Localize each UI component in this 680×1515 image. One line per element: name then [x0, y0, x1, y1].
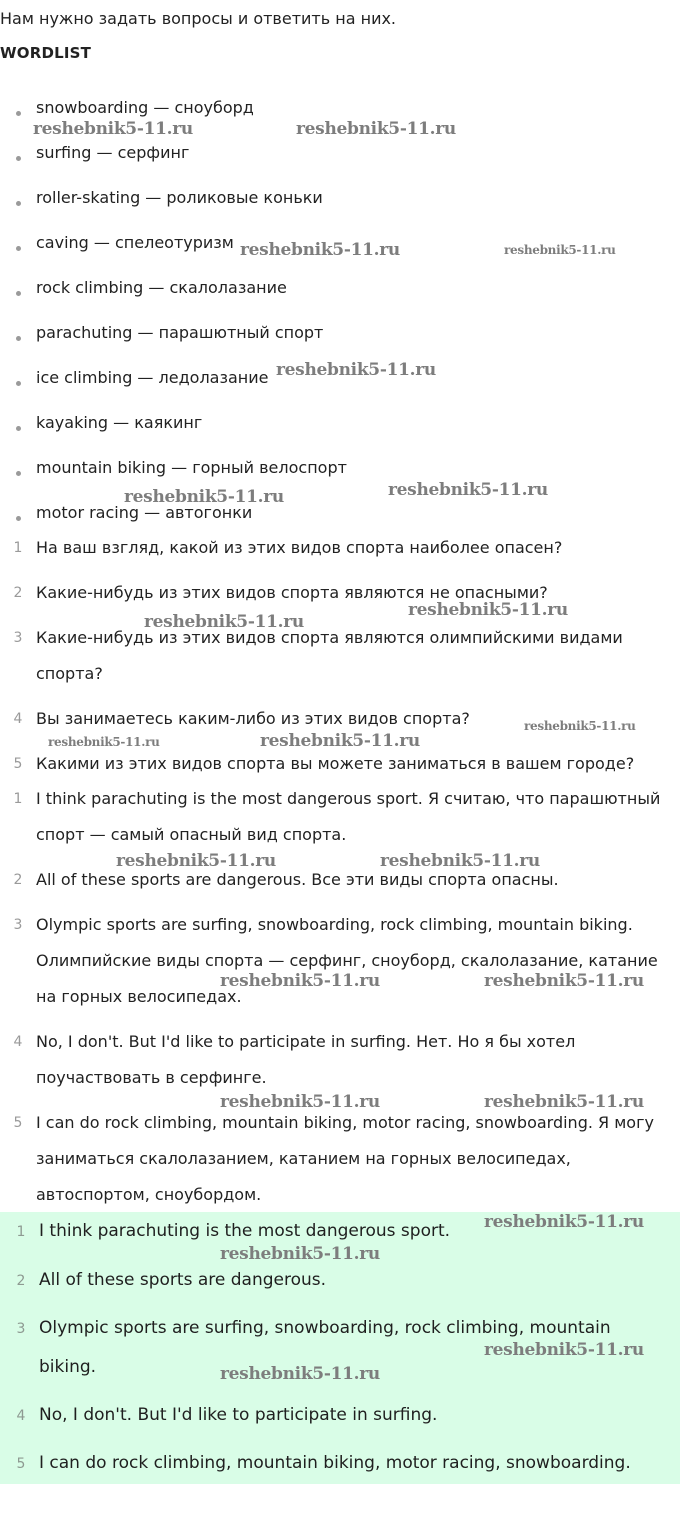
question-text: Какими из этих видов спорта вы можете заниматься в вашем городе?	[36, 754, 635, 773]
wordlist-item-text: ice climbing — ледолазание	[36, 368, 269, 387]
wordlist-item-text: motor racing — автогонки	[36, 503, 253, 522]
watermark: reshebnik5-11.ru	[484, 1212, 644, 1232]
answer-number: 5	[13, 1115, 23, 1131]
wordlist-item-text: parachuting — парашютный спорт	[36, 323, 324, 342]
watermark: reshebnik5-11.ru	[408, 600, 568, 620]
question-number: 1	[13, 540, 23, 556]
question-number: 4	[13, 711, 23, 727]
watermark: reshebnik5-11.ru	[240, 240, 400, 260]
watermark: reshebnik5-11.ru	[260, 731, 420, 751]
watermark: reshebnik5-11.ru	[33, 119, 193, 139]
answer-text: I think parachuting is the most dangerous sport. Я считаю, что парашютный	[36, 789, 661, 808]
answer-text: заниматься скалолазанием, катанием на горных велосипедах,	[36, 1149, 571, 1168]
wordlist-title: WORDLIST	[0, 44, 92, 62]
answer-number: 1	[13, 791, 23, 807]
watermark: reshebnik5-11.ru	[124, 487, 284, 507]
bullet-icon	[16, 111, 21, 116]
watermark: reshebnik5-11.ru	[524, 719, 636, 733]
watermark: reshebnik5-11.ru	[484, 1092, 644, 1112]
watermark: reshebnik5-11.ru	[276, 360, 436, 380]
question-text: Какие-нибудь из этих видов спорта являются олимпийскими видами	[36, 628, 623, 647]
bullet-icon	[16, 336, 21, 341]
bullet-icon	[16, 381, 21, 386]
question-number: 2	[13, 585, 23, 601]
english-answer-text: Olympic sports are surfing, snowboarding, rock climbing, mountain	[39, 1318, 611, 1338]
english-answer-text: I think parachuting is the most dangerous sport.	[39, 1221, 451, 1241]
bullet-icon	[16, 201, 21, 206]
english-answer-number: 4	[16, 1408, 26, 1424]
answer-text: на горных велосипедах.	[36, 987, 242, 1006]
watermark: reshebnik5-11.ru	[504, 243, 616, 257]
watermark: reshebnik5-11.ru	[380, 851, 540, 871]
wordlist-item-text: mountain biking — горный велоспорт	[36, 458, 347, 477]
answer-number: 3	[13, 917, 23, 933]
answer-text: Олимпийские виды спорта — серфинг, сноуборд, скалолазание, катание	[36, 951, 658, 970]
question-text: На ваш взгляд, какой из этих видов спорта наиболее опасен?	[36, 538, 563, 557]
question-text: Вы занимаетесь каким-либо из этих видов спорта?	[36, 709, 470, 728]
intro-text: Нам нужно задать вопросы и ответить на них.	[0, 9, 397, 28]
english-answer-text: No, I don't. But I'd like to participate in surfing.	[39, 1405, 438, 1425]
watermark: reshebnik5-11.ru	[484, 1340, 644, 1360]
answer-text: Olympic sports are surfing, snowboarding, rock climbing, mountain biking.	[36, 915, 633, 934]
watermark: reshebnik5-11.ru	[296, 119, 456, 139]
watermark: reshebnik5-11.ru	[220, 1364, 380, 1384]
wordlist-item-text: caving — спелеотуризм	[36, 233, 234, 252]
answer-text: All of these sports are dangerous. Все эти виды спорта опасны.	[36, 870, 559, 889]
watermark: reshebnik5-11.ru	[220, 971, 380, 991]
answer-number: 4	[13, 1034, 23, 1050]
english-answer-number: 5	[16, 1456, 26, 1472]
english-answer-text: biking.	[39, 1357, 97, 1377]
question-text: Какие-нибудь из этих видов спорта являются не опасными?	[36, 583, 548, 602]
english-answer-number: 3	[16, 1321, 26, 1337]
watermark: reshebnik5-11.ru	[48, 735, 160, 749]
bullet-icon	[16, 426, 21, 431]
bullet-icon	[16, 246, 21, 251]
watermark: reshebnik5-11.ru	[220, 1244, 380, 1264]
watermark: reshebnik5-11.ru	[484, 971, 644, 991]
question-number: 5	[13, 756, 23, 772]
watermark: reshebnik5-11.ru	[116, 851, 276, 871]
english-answer-text: I can do rock climbing, mountain biking, motor racing, snowboarding.	[39, 1453, 631, 1473]
wordlist-item-text: roller-skating — роликовые коньки	[36, 188, 323, 207]
watermark: reshebnik5-11.ru	[144, 612, 304, 632]
answer-text: автоспортом, сноубордом.	[36, 1185, 262, 1204]
english-answer-text: All of these sports are dangerous.	[39, 1270, 327, 1290]
answer-text: поучаствовать в серфинге.	[36, 1068, 267, 1087]
question-number: 3	[13, 630, 23, 646]
bullet-icon	[16, 516, 21, 521]
question-text: спорта?	[36, 664, 103, 683]
wordlist-item-text: snowboarding — сноуборд	[36, 98, 254, 117]
wordlist-item-text: surfing — серфинг	[36, 143, 190, 162]
answer-text: спорт — самый опасный вид спорта.	[36, 825, 347, 844]
answer-text: No, I don't. But I'd like to participate in surfing. Нет. Но я бы хотел	[36, 1032, 576, 1051]
wordlist-item-text: kayaking — каякинг	[36, 413, 203, 432]
answer-number: 2	[13, 872, 23, 888]
watermark: reshebnik5-11.ru	[388, 480, 548, 500]
bullet-icon	[16, 471, 21, 476]
watermark: reshebnik5-11.ru	[220, 1092, 380, 1112]
english-answer-number: 2	[16, 1273, 26, 1289]
wordlist-item-text: rock climbing — скалолазание	[36, 278, 287, 297]
answer-text: I can do rock climbing, mountain biking, motor racing, snowboarding. Я могу	[36, 1113, 654, 1132]
english-answer-number: 1	[16, 1224, 26, 1240]
bullet-icon	[16, 291, 21, 296]
bullet-icon	[16, 156, 21, 161]
